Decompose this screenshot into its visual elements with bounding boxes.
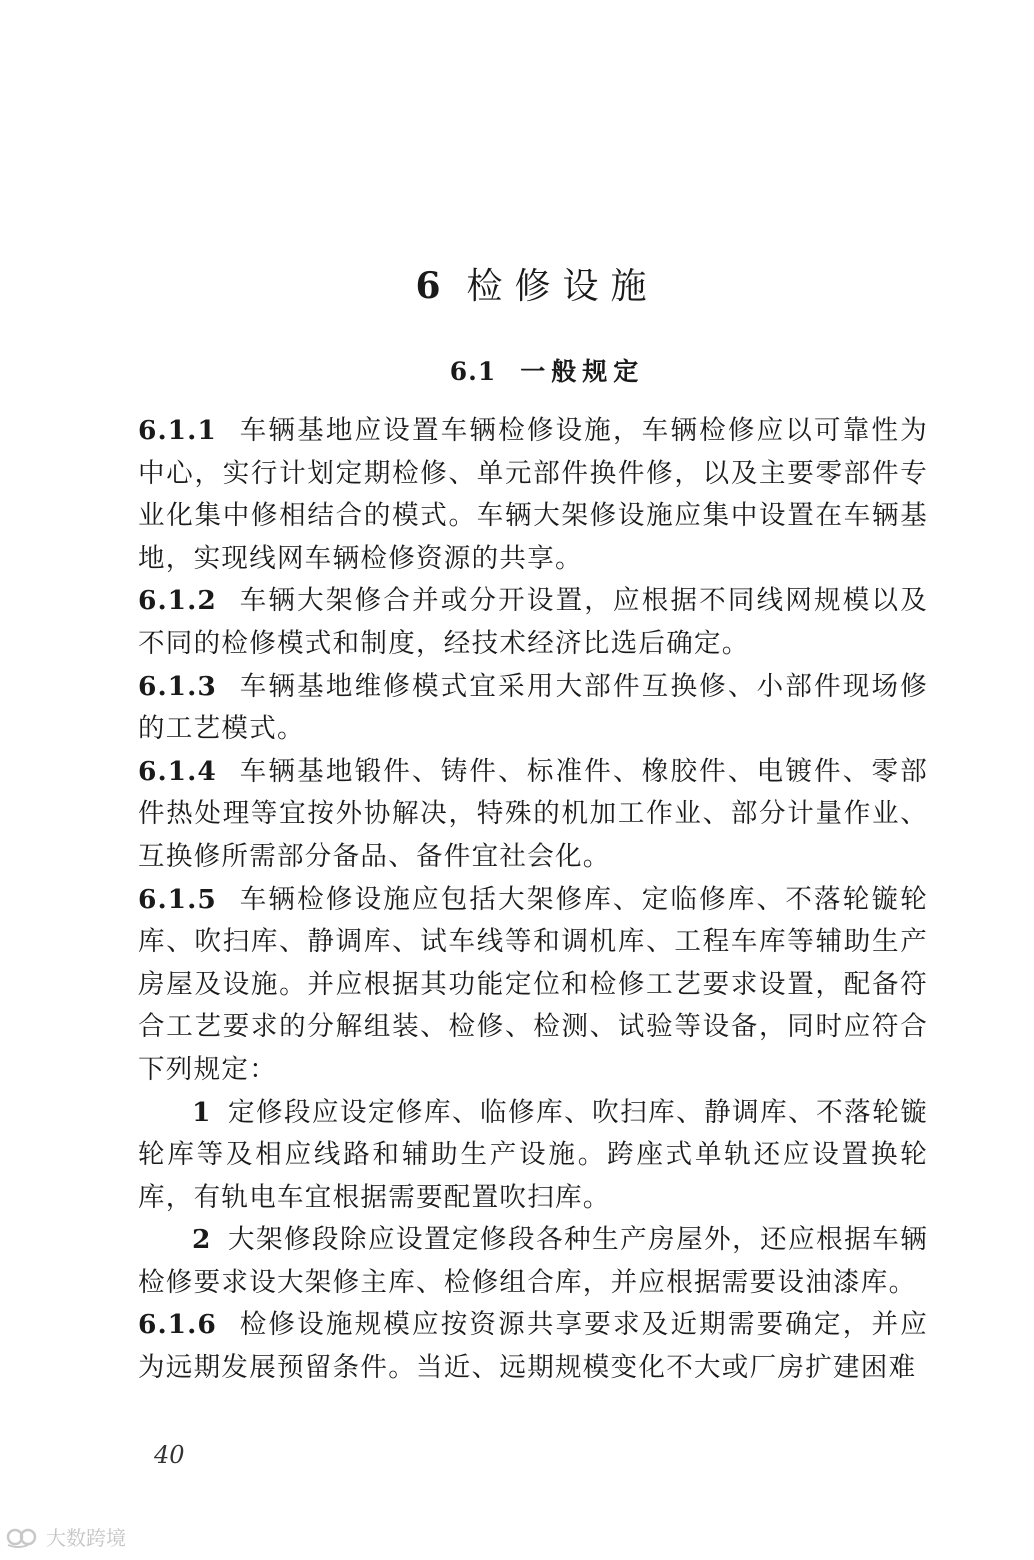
clause-6-1-6: [138, 1304, 928, 1389]
chapter-heading: 检修设施: [466, 266, 659, 307]
item-text: 定修段应设定修库、临修库、吹扫库、静调库、不落轮镟轮库等及相应线路和辅助生产设施。跨座式单轨还应设置换轮库，有轨电车宜根据需要配置吹扫库。: [138, 1096, 928, 1213]
section-heading: 一般规定: [520, 357, 645, 386]
brand-logo-icon: [6, 1525, 40, 1549]
body-text: [138, 410, 928, 1390]
clause-number: 6.1.6: [138, 1309, 217, 1341]
item-text: 大架修段除应设置定修段各种生产房屋外，还应根据车辆检修要求设大架修主库、检修组合库，并应根据需要设油漆库。: [138, 1224, 928, 1298]
clause-number: 6.1.4: [138, 755, 217, 787]
section-title: [0, 352, 1034, 388]
chapter-number: 6: [415, 265, 441, 307]
watermark-text: 大数跨境: [46, 1526, 126, 1550]
clause-6-1-4: [138, 751, 928, 879]
clause-number: 6.1.2: [138, 585, 217, 617]
item-number: 2: [192, 1224, 212, 1256]
watermark: [6, 1522, 126, 1551]
section-number: 6.1: [449, 357, 497, 386]
list-item-2: [138, 1219, 928, 1304]
clause-text: 车辆基地应设置车辆检修设施，车辆检修应以可靠性为中心，实行计划定期检修、单元部件换件修，以及主要零部件专业化集中修相结合的模式。车辆大架修设施应集中设置在车辆基地，实现线网车辆检修资源的共享。: [138, 415, 928, 574]
clause-6-1-3: [138, 666, 928, 751]
clause-text: 车辆大架修合并或分开设置，应根据不同线网规模以及不同的检修模式和制度，经技术经济比选后确定。: [138, 585, 928, 659]
item-number: 1: [192, 1096, 212, 1128]
clause-text: 车辆基地锻件、铸件、标准件、橡胶件、电镀件、零部件热处理等宜按外协解决，特殊的机加工作业、部分计量作业、互换修所需部分备品、备件宜社会化。: [138, 755, 928, 872]
page-number: 40: [154, 1441, 185, 1469]
clause-text: 车辆基地维修模式宜采用大部件互换修、小部件现场修的工艺模式。: [138, 670, 928, 745]
clause-text: 车辆检修设施应包括大架修库、定临修库、不落轮镟轮库、吹扫库、静调库、试车线等和调机库、工程车库等辅助生产房屋及设施。并应根据其功能定位和检修工艺要求设置，配备符合工艺要求的分解组装、检修、检测、试验等设备，同时应符合下列规定：: [138, 883, 928, 1085]
list-item-1: [138, 1092, 928, 1220]
clause-6-1-1: [138, 410, 928, 580]
clause-number: 6.1.1: [138, 415, 217, 446]
clause-text: 检修设施规模应按资源共享要求及近期需要确定，并应为远期发展预留条件。当近、远期规模变化不大或厂房扩建困难: [138, 1309, 928, 1384]
clause-6-1-5: [138, 879, 928, 1092]
chapter-title: [0, 258, 1034, 309]
clause-6-1-2: [138, 580, 928, 665]
clause-number: 6.1.5: [138, 883, 217, 915]
clause-number: 6.1.3: [138, 670, 217, 702]
